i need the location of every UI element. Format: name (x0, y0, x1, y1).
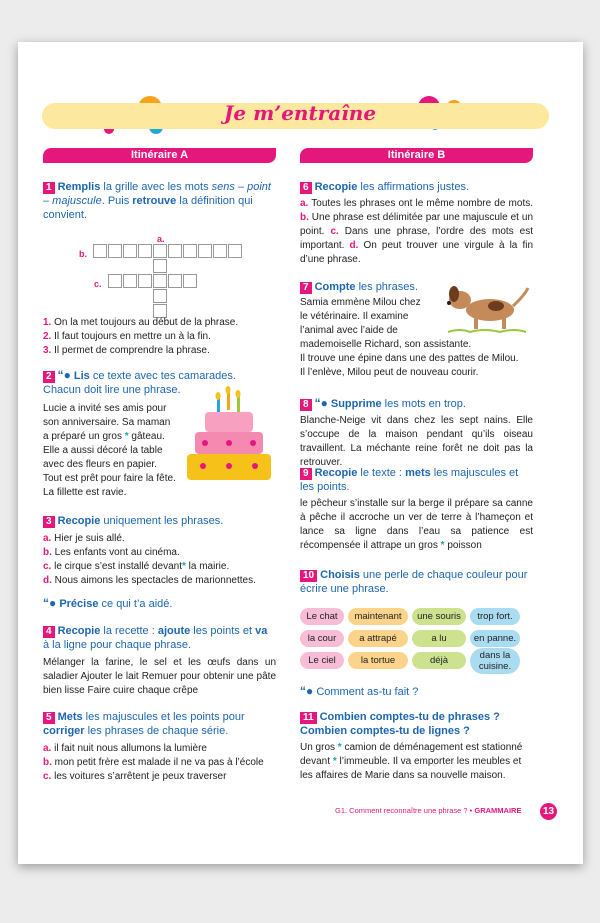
definition (43, 344, 276, 358)
exercise-6 (300, 180, 533, 267)
exercise-instruction (300, 396, 533, 411)
verb: Recopie (57, 625, 101, 637)
line: Samia emmène Milou chez (300, 297, 421, 308)
crossword-cell[interactable] (93, 244, 107, 258)
dog-spot (488, 301, 504, 311)
text: il fait nuit nous allumons la lumière (54, 743, 207, 754)
exercise-10 (300, 568, 533, 596)
ear-icon: “● (57, 368, 71, 382)
exercise-instruction (43, 180, 276, 222)
verb: Recopie (57, 515, 101, 527)
text: la mairie. (185, 561, 230, 572)
label: c. (330, 226, 339, 237)
text: Nous aimons les spectacles de marionnettes. (54, 575, 256, 586)
verb: Remplis (57, 181, 101, 193)
line: l’animal avec l’aide de (300, 325, 398, 336)
exercise-extra (43, 596, 276, 611)
crossword-cell[interactable] (183, 274, 197, 288)
text: la définition qui convient. (43, 195, 253, 221)
pearl[interactable]: a lu (412, 630, 466, 647)
verb: Mets (57, 711, 83, 723)
text: les phrases de chaque série. (84, 725, 229, 737)
text: les affirmations justes. (357, 181, 470, 193)
flame (216, 392, 221, 400)
crossword-cell[interactable] (198, 244, 212, 258)
pearl[interactable]: dans la cuisine. (470, 648, 520, 674)
line: son anniversaire. Sa maman (43, 417, 171, 428)
ear-icon: “● (43, 596, 57, 610)
story-text (300, 497, 533, 553)
label: d. (349, 240, 359, 251)
column-header: Itinéraire A (43, 148, 276, 163)
candle (217, 398, 220, 412)
definition (43, 316, 276, 330)
crossword-cell[interactable] (153, 259, 167, 273)
exercise-instruction (300, 466, 533, 494)
crossword-grid (43, 228, 276, 308)
page-title: Je m’entraîne (223, 101, 377, 125)
verb: mets (405, 467, 431, 479)
line: Tout est prêt pour faire la fête. (43, 473, 176, 484)
list-item (43, 532, 276, 546)
exercise-number: 1 (43, 182, 55, 194)
pearl[interactable]: Le chat (300, 608, 344, 625)
verb: retrouve (132, 195, 177, 207)
grid-label-b: b. (79, 249, 87, 259)
pearl[interactable]: la cour (300, 630, 344, 647)
grid-label-a: a. (157, 234, 165, 244)
exercise-number: 9 (300, 468, 312, 480)
text: Un gros (300, 742, 336, 753)
crossword-cell[interactable] (138, 244, 152, 258)
crossword-cell[interactable] (228, 244, 242, 258)
exercise-instruction (300, 710, 533, 738)
text: les voitures s’arrêtent je peux traverser (54, 771, 227, 782)
label: b. (43, 547, 52, 558)
text: l’immeuble. Il va emporter les meubles et les affaires de Marie dans sa nouvelle maison. (300, 756, 522, 781)
exercise-number: 4 (43, 626, 55, 638)
label: 1. (43, 317, 52, 328)
text: Une phrase est délimitée par une majuscule et un point. (300, 212, 533, 237)
verb: corriger (43, 725, 85, 737)
story-text (300, 741, 533, 783)
text: les mots en trop. (381, 398, 466, 410)
crossword-cell[interactable] (183, 244, 197, 258)
ear-icon: “● (314, 396, 328, 410)
exercise-number: 8 (300, 399, 312, 411)
text: On peut trouver une virgule à la fin d’une phrase. (300, 240, 533, 265)
text: Il permet de comprendre la phrase. (54, 345, 210, 356)
list-item (43, 560, 276, 574)
exercise-9 (300, 466, 533, 553)
label: b. (300, 212, 309, 223)
candle (227, 392, 230, 410)
asterisk-icon: * (124, 431, 129, 442)
crossword-cell[interactable] (108, 274, 122, 288)
footer-text: G1. Comment reconnaître une phrase ? • (335, 806, 475, 815)
exercise-instruction (43, 514, 276, 528)
label: a. (43, 743, 52, 754)
sentence-list (43, 742, 276, 784)
exercise-number: 10 (300, 570, 317, 582)
line: Il trouve une épine dans une des pattes de Milou. (300, 353, 519, 364)
pearl[interactable]: Le ciel (300, 652, 344, 669)
exercise-number: 11 (300, 712, 317, 724)
column-itineraire-a (43, 148, 276, 782)
crossword-cell[interactable] (138, 274, 152, 288)
line: Lucie a invité ses amis pour (43, 403, 167, 414)
page-footer (335, 806, 521, 815)
crossword-cell[interactable] (153, 289, 167, 303)
verb: Choisis (320, 569, 360, 581)
decoration (202, 440, 208, 446)
text: la recette : (100, 625, 158, 637)
asterisk-icon: * (332, 756, 337, 767)
exercise-5 (43, 710, 276, 784)
label: a. (43, 533, 52, 544)
asterisk-icon: * (181, 561, 186, 572)
text: Combien comptes-tu de phrases ? Combien comptes-tu de lignes ? (300, 711, 500, 737)
asterisk-icon: * (440, 540, 445, 551)
line: La fillette est ravie. (43, 487, 127, 498)
line: mademoiselle Richard, son assistante. (300, 339, 472, 350)
text: Toutes les phrases ont le même nombre de mots. (308, 198, 533, 209)
exercise-1-definitions (43, 316, 276, 358)
text: Hier je suis allé. (54, 533, 125, 544)
text: la grille avec les mots (100, 181, 212, 193)
crossword-cell[interactable] (123, 244, 137, 258)
definition (43, 330, 276, 344)
text: sens – point – majuscule (43, 181, 271, 207)
line: Elle a aussi décoré la table (43, 445, 163, 456)
text: mon petit frère est malade il ne va pas à l’école (54, 757, 264, 768)
pearl[interactable]: la tortue (348, 652, 408, 669)
pearl[interactable]: trop fort. (470, 608, 520, 625)
pearl[interactable]: en panne. (470, 630, 520, 647)
text: poisson (444, 540, 482, 551)
dog-body (466, 299, 514, 321)
exercise-8 (300, 396, 533, 470)
label: 2. (43, 331, 52, 342)
line: le vétérinaire. Il examine (300, 311, 409, 322)
text: . Puis (101, 195, 133, 207)
text: gâteau. (128, 431, 165, 442)
recipe-text: Mélanger la farine, le sel et les œufs dans un saladier Ajouter le lait Remuer pour obtenir une pâte bien lisse Faire cuire chaque crêpe (43, 657, 276, 696)
exercise-number: 5 (43, 712, 55, 724)
crossword-cell[interactable] (213, 244, 227, 258)
pearl[interactable]: déjà (412, 652, 466, 669)
crossword-cell[interactable] (123, 274, 137, 288)
text: le cirque s’est installé devant (54, 561, 182, 572)
exercise-number: 2 (43, 371, 55, 383)
exercise-3 (43, 514, 276, 611)
exercise-instruction (43, 624, 276, 652)
sentence-list (43, 532, 276, 588)
text: Il faut toujours en mettre un à la fin. (54, 331, 211, 342)
label: b. (43, 757, 52, 768)
exercise-extra (300, 684, 533, 699)
exercise-number: 6 (300, 182, 312, 194)
crossword-cell[interactable] (168, 274, 182, 288)
text: ce texte avec tes camarades. Chacun doit lire une phrase. (43, 370, 236, 396)
text: Les enfants vont au cinéma. (54, 547, 180, 558)
text: uniquement les phrases. (100, 515, 224, 527)
exercise-1 (43, 180, 276, 222)
page-number: 13 (540, 803, 557, 820)
crossword-cell[interactable] (153, 244, 167, 258)
exercise-4 (43, 624, 276, 698)
list-item (43, 546, 276, 560)
crossword-cell[interactable] (108, 244, 122, 258)
dog-leg (502, 316, 506, 329)
column-header: Itinéraire B (300, 148, 533, 163)
grass (448, 330, 526, 332)
footer-section: GRAMMAIRE (474, 806, 522, 815)
statements (300, 197, 533, 267)
text: a préparé un gros (43, 431, 122, 442)
exercise-number: 7 (300, 282, 312, 294)
list-item (43, 574, 276, 588)
text: camion de déménagement est stationné devant (300, 742, 523, 767)
exercise-11 (300, 710, 533, 783)
text: une perle de chaque couleur pour écrire une phrase. (300, 569, 528, 595)
cake-tier (205, 412, 253, 432)
verb: va (255, 625, 268, 637)
pearl-grid (300, 608, 533, 678)
verb: Recopie (314, 181, 358, 193)
text: le texte : (357, 467, 406, 479)
flame (236, 390, 241, 398)
cake-illustration (183, 386, 275, 486)
decoration (200, 463, 206, 469)
exercise-instruction (300, 568, 533, 596)
flame (226, 386, 231, 394)
dog-illustration (440, 276, 532, 336)
text: Dans une phrase, l’ordre des mots est important. (300, 226, 533, 251)
verb: Compte (314, 281, 356, 293)
text: les majuscules et les points pour (82, 711, 245, 723)
exercise-instruction (43, 710, 276, 738)
candle (237, 396, 240, 412)
label: c. (43, 771, 52, 782)
list-item (43, 756, 276, 770)
text: les phrases. (355, 281, 418, 293)
crossword-cell[interactable] (168, 244, 182, 258)
list-item (43, 770, 276, 784)
verb: Supprime (330, 398, 382, 410)
label: c. (43, 561, 52, 572)
text: les points et (190, 625, 256, 637)
list-item (43, 742, 276, 756)
text: Comment as-tu fait ? (316, 686, 419, 698)
decoration (250, 440, 256, 446)
asterisk-icon: * (337, 742, 342, 753)
pearl[interactable]: une souris (412, 608, 466, 625)
verb: Recopie (314, 467, 358, 479)
dog-leg (474, 316, 478, 329)
story-text: Blanche-Neige vit dans chez les sept nains. Elle s’occupe de la maison pendant qu’ils oiseau travaillent. La méchante reine forêt ne doit pas la retrouver. (300, 415, 533, 468)
dog-ear (449, 286, 459, 302)
grid-label-c: c. (94, 279, 102, 289)
column-itineraire-b (300, 148, 533, 781)
exercise-instruction (300, 180, 533, 194)
line: Il l’enlève, Milou peut de nouveau courir. (300, 367, 479, 378)
pearl[interactable]: maintenant (348, 608, 408, 625)
line: avec des fleurs en papier. (43, 459, 157, 470)
crossword-cell[interactable] (153, 274, 167, 288)
decoration (226, 463, 232, 469)
verb: Précise (59, 598, 99, 610)
verb: ajoute (157, 625, 191, 637)
verb: Lis (73, 370, 90, 382)
dog-nose (447, 301, 451, 305)
text: On la met toujours au début de la phrase. (54, 317, 239, 328)
label: a. (300, 198, 309, 209)
label: 3. (43, 345, 52, 356)
text: à la ligne pour chaque phrase. (43, 639, 191, 651)
exercise-number: 3 (43, 516, 55, 528)
text: ce qui t’a aidé. (98, 598, 173, 610)
dog-tail (513, 288, 528, 306)
label: d. (43, 575, 52, 586)
pearl[interactable]: a attrapé (348, 630, 408, 647)
text: le pêcheur s’installe sur la berge il prépare sa canne à pêche il accroche un ver de terre à l’hameçon et lance sa ligne dans l’eau sa patience est récompensée il attrape un gros (300, 498, 533, 551)
decoration (252, 463, 258, 469)
ear-icon: “● (300, 684, 314, 698)
decoration (226, 440, 232, 446)
text: les majuscules et les points. (300, 467, 519, 493)
